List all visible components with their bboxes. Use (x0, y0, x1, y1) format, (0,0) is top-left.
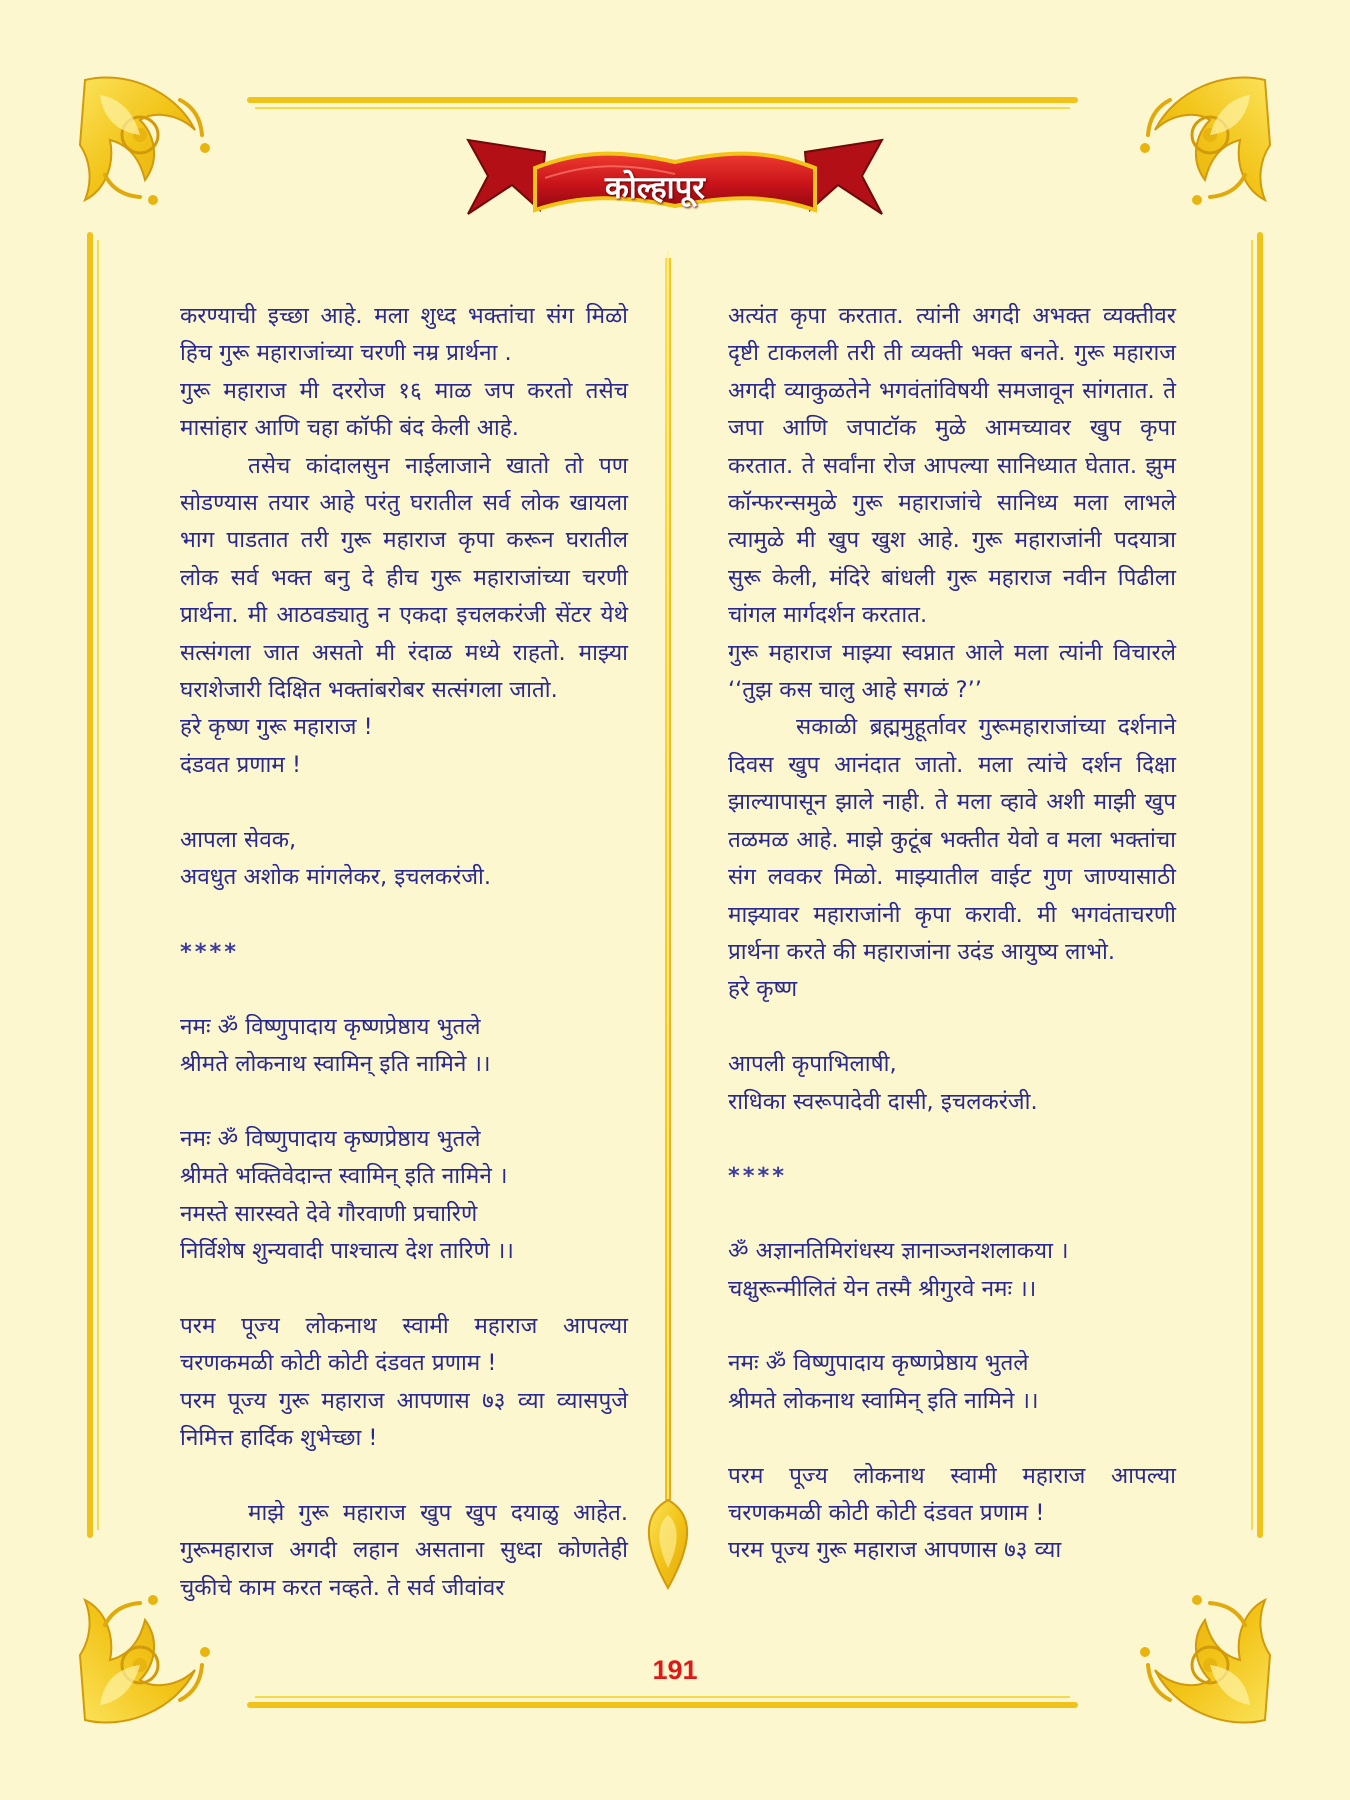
signature-name: राधिका स्वरूपादेवी दासी, इचलकरंजी. (728, 1088, 1038, 1115)
paragraph: अत्यंत कृपा करतात. त्यांनी अगदी अभक्त व्यक्तीवर दृष्टी टाकलली तरी ती व्यक्ती भक्त बनते. गुरू महाराज अगदी व्याकुळतेने भगवंतांविषयी समजावून सांगतात. ते जपा आणि जपाटॉक मुळे आमच्यावर खुप कृपा करतात. ते सर्वांना रोज आपल्या सानिध्यात घेतात. झुम कॉन्फरन्समुळे गुरू महाराजांचे सानिध्य मला लाभले त्यामुळे मी खुप खुश आहे. गुरू महाराजांनी पदयात्रा सुरू केली, मंदिरे बांधली गुरू महाराज नवीन पिढीला चांगल मार्गदर्शन करतात. (728, 303, 1176, 629)
verse-line: चक्षुरून्मीलितं येन तस्मै श्रीगुरवे नमः ।। (728, 1275, 1037, 1302)
verse-line: नमः ॐ विष्णुपादाय कृष्णप्रेष्ठाय भुतले (728, 1350, 1029, 1377)
paragraph: गुरू महाराज मी दररोज १६ माळ जप करतो तसेच मासांहार आणि चहा कॉफी बंद केली आहे. (180, 377, 628, 442)
left-column (180, 298, 628, 1607)
verse-line: श्रीमते भक्तिवेदान्त स्वामिन् इति नामिने । (180, 1163, 508, 1190)
corner-ornament-top-left (80, 77, 210, 205)
section-separator: **** (180, 938, 240, 965)
corner-ornament-top-right (1140, 77, 1270, 205)
paragraph: परम पूज्य लोकनाथ स्वामी महाराज आपल्या चरणकमळी कोटी कोटी दंडवत प्रणाम ! (728, 1462, 1176, 1526)
verse-line: निर्विशेष शुन्यवादी पाश्चात्य देश तारिणे ।। (180, 1238, 514, 1265)
paragraph: परम पूज्य गुरू महाराज आपणास ७३ व्या व्यासपुजे निमित्त हार्दिक शुभेच्छा ! (180, 1387, 628, 1452)
signature-salutation: आपली कृपाभिलाषी, (728, 1051, 897, 1078)
page-number: 191 (652, 1655, 698, 1685)
closing-line: हरे कृष्ण (728, 976, 798, 1003)
paragraph: माझे गुरू महाराज खुप खुप दयाळु आहेत. गुरूमहाराज अगदी लहान असताना सुध्दा कोणतेही चुकीचे काम करत नव्हते. ते सर्व जीवांवर (180, 1499, 628, 1601)
verse-line: श्रीमते लोकनाथ स्वामिन् इति नामिने ।। (180, 1051, 491, 1078)
paragraph: करण्याची इच्छा आहे. मला शुध्द भक्तांचा संग मिळो हिच गुरू महाराजांच्या चरणी नम्र प्रार्थना . (180, 303, 628, 367)
corner-ornament-bottom-left (80, 1595, 210, 1723)
corner-ornament-bottom-right (1140, 1595, 1270, 1723)
page-title: कोल्हापूर (605, 170, 705, 206)
signature-salutation: आपला सेवक, (180, 826, 297, 853)
verse-line: नमस्ते सारस्वते देवे गौरवाणी प्रचारिणे (180, 1200, 478, 1227)
verse-line: नमः ॐ विष्णुपादाय कृष्णप्रेष्ठाय भुतले (180, 1013, 481, 1040)
closing-line: हरे कृष्ण गुरू महाराज ! (180, 714, 373, 741)
column-divider (649, 250, 687, 1588)
verse-line: श्रीमते लोकनाथ स्वामिन् इति नामिने ।। (728, 1387, 1039, 1414)
paragraph: परम पूज्य गुरू महाराज आपणास ७३ व्या (728, 1537, 1062, 1564)
paragraph: तसेच कांदालसुन नाईलाजाने खातो तो पण सोडण्यास तयार आहे परंतु घरातील सर्व लोक खायला भाग पाडतात तरी गुरू महाराज कृपा करून घरातील लोक सर्व भक्त बनु दे हीच गुरू महाराजांच्या चरणी प्रार्थना. मी आठवड्यातु न एकदा इचलकरंजी सेंटर येथे सत्संगला जात असतो मी रंदाळ मध्ये राहतो. माझ्या घराशेजारी दिक्षित भक्तांबरोबर सत्संगला जातो. (180, 452, 628, 704)
section-separator: **** (728, 1163, 788, 1190)
paragraph: गुरू महाराज माझ्या स्वप्नात आले मला त्यांनी विचारले ‘‘तुझ कस चालु आहे सगळं ?’’ (728, 639, 1176, 704)
verse-line: नमः ॐ विष्णुपादाय कृष्णप्रेष्ठाय भुतले (180, 1125, 481, 1152)
paragraph: सकाळी ब्रह्ममुहूर्तावर गुरूमहाराजांच्या दर्शनाने दिवस खुप आनंदात जातो. मला त्यांचे दर्शन दिक्षा झाल्यापासून झाले नाही. ते मला व्हावे अशी माझी खुप तळमळ आहे. माझे कुटूंब भक्तीत येवो व मला भक्तांचा संग लवकर मिळो. माझ्यातील वाईट गुण जाण्यासाठी माझ्यावर महाराजांनी कृपा करावी. मी भगवंताचरणी प्रार्थना करते की महाराजांना उदंड आयुष्य लाभो. (728, 714, 1176, 965)
paragraph: परम पूज्य लोकनाथ स्वामी महाराज आपल्या चरणकमळी कोटी कोटी दंडवत प्रणाम ! (180, 1312, 628, 1377)
right-column (728, 298, 1176, 1570)
signature-name: अवधुत अशोक मांगलेकर, इचलकरंजी. (180, 864, 492, 891)
verse-line: ॐ अज्ञानतिमिरांधस्य ज्ञानाञ्जनशलाकया । (728, 1238, 1069, 1265)
closing-line: दंडवत प्रणाम ! (180, 751, 301, 778)
